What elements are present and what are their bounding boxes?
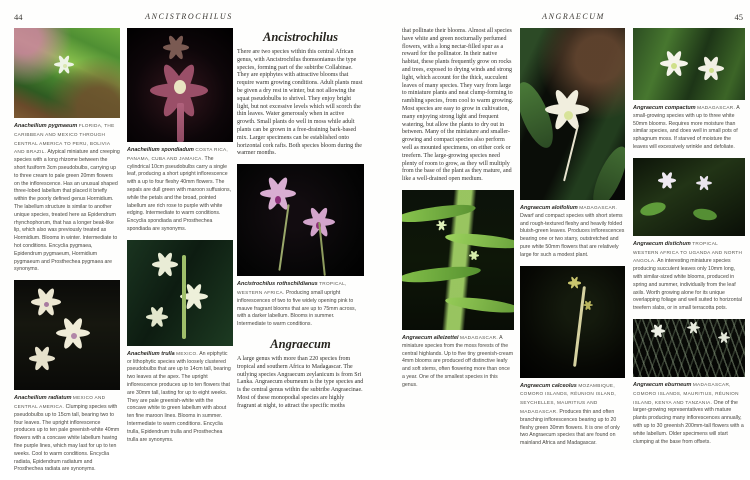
flower-center-graphic [63,64,67,68]
right-page-columns [402,28,745,454]
left-page-columns [14,28,364,480]
photo-angraecum-distichum [633,158,745,236]
species-distribution: MADAGASCAR. [579,205,618,210]
photo-angraecum-alleizettei [402,190,514,330]
photo-angraecum-calceolus [520,266,625,378]
page-number: 45 [734,12,743,22]
column-4 [402,28,514,454]
species-distribution: MOZAMBIQUE, COMORO ISLANDS, RÉUNION ISLAND, SEYCHELLES, MAURITIUS AND MADAGASCAR. [520,382,617,414]
leaf-graphic [444,295,514,316]
figure-angraecum-aloifolium [520,28,625,260]
photo-angraecum-compactum [633,28,745,100]
orchid-flower-graphic [651,329,665,333]
figure-anacheilium-trulla [127,240,233,445]
column-2 [127,28,233,480]
stem-graphic [573,286,586,366]
species-description: Atypical miniature and creeping species with a long rhizome between the short fusiform 3cm pseudobulbs, carrying up to three cream to pale green 20mm flowers on the inflorescence. Has an unusual shaped three-lobed labellum that placed it briefly within the poorly defined genus Hormidium. The labellum structure is similar to another unique species, treated here as Epidendrum rhynchophorum, that has a longer beak-like lip, which also was previously treated as Hormidium. Blooms in winter. Intermediate to hot conditions. Encyclia pygmaea, Epidendrum pygmaeum, Hormidium pygmaeum and Prosthechea pygmaea are synonyms. [14,149,120,273]
section-title-ancistrochilus: Ancistrochilus [262,30,339,44]
orchid-flower-graphic [696,181,712,185]
page-header-left [14,10,364,26]
page-right [402,10,745,446]
orchid-flower-graphic [29,355,55,362]
orchid-flower-graphic [658,178,676,183]
species-distribution: MADAGASCAR, COMORO ISLANDS, MAURITIUS, RÉUNION ISLAND, KENYA AND TANZANIA. [633,381,739,405]
page-left [14,10,364,473]
figure-angraecum-eburneum [633,319,745,446]
caption-angraecum-alleizettei [402,334,514,390]
figure-angraecum-compactum [633,28,745,152]
flower-center-graphic [44,302,49,307]
orchid-flower-graphic [718,336,730,339]
photo-anacheilium-trulla [127,240,233,346]
species-description: Dwarf and compact species with short stems and rough-textured fleshy and heavily folded bluish-green leaves. Produces inflorescences bearing one or two starry, outstretched and pure white 50mm flowers that are relatively large for such a modest plant. [520,212,625,258]
caption-anacheilium-trulla [127,350,233,445]
caption-angraecum-distichum [633,240,745,313]
figure-anacheilium-spondiadum [127,28,233,234]
orchid-flower-graphic [583,304,593,307]
species-name: Ancistrochilus rothschildianus [237,281,318,288]
flower-center-graphic [174,80,186,94]
leaf-graphic [520,77,560,152]
figure-angraecum-distichum [633,158,745,313]
page-header-right [402,10,745,26]
column-1 [14,28,120,480]
species-name: Angraecum aloifolium [520,205,578,211]
species-distribution: MADAGASCAR. [697,105,736,110]
figure-angraecum-alleizettei [402,190,514,390]
figure-ancistrochilus-rothschildianus [237,164,364,329]
column-5 [520,28,625,454]
species-distribution: TROPICAL, WESTERN AFRICA. [237,281,347,295]
species-description: One of the larger-growing representatives with mature plants producing many inflorescences annually, with up to 30 greenish 200mm-tall flowers with a white labellum. Older specimens will start clumping at the base from offsets. [633,399,744,445]
flower-center-graphic [671,63,677,69]
species-name: Angraecum compactum [633,105,696,111]
photo-anacheilium-spondiadum [127,28,233,142]
species-distribution: MEXICO. [176,350,199,356]
caption-anacheilium-spondiadum [127,146,233,234]
orchid-flower-graphic [687,326,700,329]
caption-angraecum-eburneum [633,381,745,446]
species-description: Clumping species with pseudobulbs up to 15cm tall, bearing two to four leaves. The upright inflorescence produces up to ten pale greenish-white 40mm flowers with a concave white labellum having fine purple lines, which may last for up to ten weeks. Cool to warm conditions. Encyclia radiata, Epidendrum radiatum and Prosthechea radiata are synonyms. [14,403,120,473]
species-name: Angraecum alleizettei [402,334,459,341]
species-name: Angraecum calceolus [520,382,577,389]
photo-angraecum-eburneum [633,319,745,377]
leaf-graphic [639,200,667,218]
orchid-flower-graphic [152,261,178,268]
leaf-graphic [693,207,719,222]
column-3 [237,28,364,480]
photo-ancistrochilus-rothschildianus [237,164,364,276]
orchid-bud-graphic [163,44,189,51]
species-description: An interesting miniature species producing succulent leaves only 10mm long, with similar-sized white blooms, produced in spring and summer, individually from the leaf axils. Worth growing alone for its unique overlapping foliage and well suited to horizontal treefern slabs, or in small terracotta pots. [633,258,743,312]
species-distribution: TROPICAL WESTERN AFRICA TO UGANDA AND NORTH ANGOLA. [633,240,743,264]
leaf-graphic [586,143,625,200]
species-name: Angraecum distichum [633,240,691,247]
species-distribution: MADAGASCAR. [460,334,498,340]
species-distribution: MEXICO AND CENTRAL AMERICA. [14,395,106,409]
stem-graphic [278,205,289,272]
caption-angraecum-calceolus [520,382,625,448]
flower-center-graphic [564,111,573,120]
photo-anacheilium-pygmaeum [14,28,120,118]
caption-anacheilium-pygmaeum [14,122,120,274]
species-distribution: COSTA RICA, PANAMA, CUBA AND JAMAICA. [127,147,229,161]
orchid-flower-graphic [469,254,479,257]
column-6 [633,28,745,454]
caption-anacheilium-radiatum [14,394,120,474]
figure-anacheilium-pygmaeum [14,28,120,274]
page-number: 44 [14,12,23,22]
species-description: Producing small upright inflorescences of two to five widely opening pink to mauve fragrant blooms that are up to 75mm across, with a darker labellum. Blooms in summer. Intermediate to warm conditions. [237,289,357,328]
species-name: Anacheilium radiatum [14,395,72,402]
figure-anacheilium-radiatum [14,280,120,474]
spur-graphic [563,125,579,182]
running-head: ANGRAECUM [542,12,605,21]
orchid-flower-graphic [436,224,447,227]
section-body-angraecum: A large genus with more than 220 species from tropical and southern Africa to Madagascar. The outlying species Angraecum zeylanicum is from Sri Lanka. Angraecum eburneum is the type species and is the central genus within the subtribe Angraecinae. Most of these monopodial species are highly fragrant at night, to attract the specific moths [237,355,364,409]
flower-center-graphic [275,196,281,204]
figure-angraecum-calceolus [520,266,625,448]
species-name: Angraecum eburneum [633,381,692,388]
species-description: Produces thin and often branching inflorescences bearing up to 20 fleshy green 30mm flowers. It is one of only two Angraecum species that are found on mainland Africa and Madagascar. [520,408,620,447]
caption-angraecum-aloifolium [520,204,625,260]
photo-anacheilium-radiatum [14,280,120,390]
section-title-angraecum: Angraecum [270,336,331,351]
species-distribution: FLORIDA, THE CARIBBEAN AND MEXICO THROUGH CENTRAL AMERICA TO PERU, BOLIVIA AND BRAZIL. [14,123,115,155]
stem-graphic [182,255,186,340]
species-name: Anacheilium trulla [127,350,175,357]
species-name: Anacheilium spondiadum [127,147,194,153]
species-description: An epiphytic or lithophytic species with loosely clustered pseudobulbs that are up to 14cm tall, bearing two leaves at the apex. The upright inflorescence produces up to ten flowers that are 30mm tall, lasting for up to eight weeks. They are pale greenish-white with the concave white to green labellum with about ten fine maroon lines. Blooms in summer. Intermediate to warm conditions. Encyclia trulla, Epidendrum trulla and Prosthechea trulla are synonyms. [127,350,231,443]
species-description: A miniature species from the moss forests of the central highlands. Up to five tiny greenish-cream 4mm blooms are produced off distinctive leafy and soft stems, often flowering more than once a year. One of the smallest species in this genus. [402,334,514,388]
orchid-flower-graphic [146,314,168,320]
species-description: A small-growing species with up to three white 50mm blooms. Requires more moisture than similar species, and does well in small pots of sphagnum moss. If starved of moisture the leaves will excessively wrinkle and defoliate. [633,105,740,150]
species-description: The cylindrical 10cm pseudobulbs carry a single leaf, producing a short upright inflorescence with a up to four fleshy 40mm flowers. The sepals are dull green with maroon suffusions, while the petals and the broad, pointed labellum are rich rose to purple with white edging. Intermediate to warm conditions. Encyclia spondiada and Prosthechea spondiada are synonyms. [127,155,232,232]
photo-angraecum-aloifolium [520,28,625,200]
running-head: ANCISTROCHILUS [145,12,233,21]
leaf-graphic [444,231,514,251]
leaf-graphic [402,264,481,286]
stem-graphic [177,103,184,142]
species-name: Anacheilium pygmaeum [14,123,78,129]
caption-ancistrochilus-rothschildianus [237,280,364,329]
caption-angraecum-compactum [633,104,745,152]
angraecum-continuation-text: that pollinate their blooms. Almost all species have white and green nocturnally perfumed flowers, with a long nectar-filled spur as a reward for the pollinator. In their native habitat, these plants frequently grow on rocks and trees, exposed to drying winds and strong light, which account for the thick, succulent leaves of many species. They vary from large to miniature plants and neat clump-forming to rambling species, from cool to warm growing. Most species are easy to grow in cultivation, many enjoying strong light and frequent watering, but allow the plants to dry out in between. Many of the miniature and smaller-growing and compact species also perform well as mounted specimens, on either cork or treefern. The large-growing species need plenty of room to grow, as they will multiply from the base of the plant as they mature, and like a well-drained open medium. [402,28,514,183]
orchid-flower-graphic [568,281,581,284]
section-body-ancistrochilus: There are two species within this central African genus, with Ancistrochilus thomsonianus the type species, forming part of the subtribe Collabinae. They are epiphytes with attractive blooms that require warm growing conditions. Adult plants must be given a dry rest in winter, but not allowing the squat pseudobulbs to shrivel. They enjoy bright light, but not excessive levels which will scorch the thin leaves. Water generously when in active growth. Small plants do well in moss while adult plants can be grown in a free-draining bark-based mix. Larger specimens can be established onto horizontal cork rafts. Both species bloom during the warmer months. [237,49,363,157]
